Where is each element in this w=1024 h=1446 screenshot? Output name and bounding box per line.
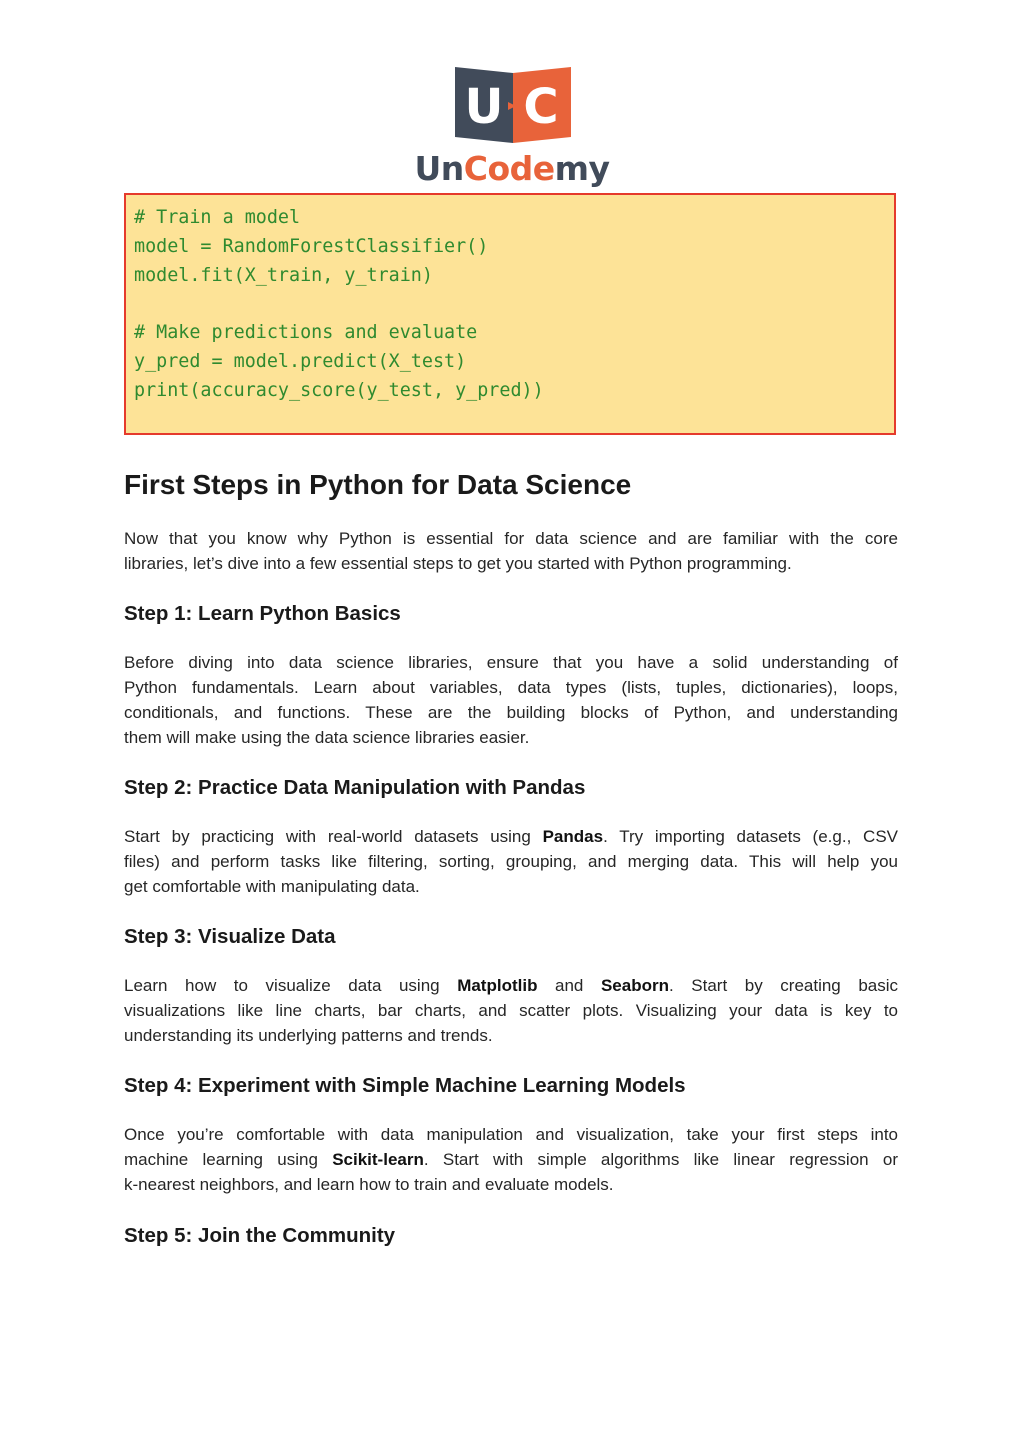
step-3-line: understanding its underlying patterns and trends.: [124, 1026, 493, 1045]
intro-line: Now that you know why Python is essential for data science and are familiar with the core: [124, 529, 898, 548]
code-line: # Train a model: [134, 207, 301, 228]
step-4-line: k-nearest neighbors, and learn how to train and evaluate models.: [124, 1175, 614, 1194]
step-4-line: Once you’re comfortable with data manipulation and visualization, take your first steps into: [124, 1125, 898, 1144]
step-2-heading: Step 2: Practice Data Manipulation with Pandas: [124, 776, 586, 799]
step-4-text: machine learning using: [124, 1150, 333, 1169]
step-1-heading: Step 1: Learn Python Basics: [124, 602, 401, 625]
seaborn-term: Seaborn: [600, 976, 669, 995]
logo-letter-c: C: [523, 79, 559, 135]
code-line: model.fit(X_train, y_train): [134, 265, 433, 286]
code-block: [124, 193, 896, 435]
step-2-line: [124, 824, 898, 849]
step-1-paragraph: [124, 650, 898, 750]
uncodemy-logo-mark: [455, 67, 571, 143]
step-1-line: Python fundamentals. Learn about variables, data types (lists, tuples, dictionaries), loops,: [124, 678, 898, 697]
step-1-line: them will make using the data science libraries easier.: [124, 728, 530, 747]
uncodemy-logo: [0, 60, 1024, 190]
step-3-heading: Step 3: Visualize Data: [124, 925, 336, 948]
code-line: model = RandomForestClassifier(): [134, 236, 489, 257]
step-1-line: Before diving into data science libraries, ensure that you have a solid understanding of: [124, 653, 898, 672]
page-title: First Steps in Python for Data Science: [124, 469, 632, 500]
step-5-heading: Step 5: Join the Community: [124, 1224, 396, 1247]
step-2-line: files) and perform tasks like filtering, sorting, grouping, and merging data. This will help you: [124, 852, 898, 871]
scikit-learn-term: Scikit-learn: [332, 1150, 424, 1169]
step-3-text: and: [537, 976, 601, 995]
uncodemy-wordmark: [0, 149, 1024, 189]
intro-line: libraries, let’s dive into a few essential steps to get you started with Python programming.: [124, 554, 792, 573]
logo-letter-u: U: [464, 79, 504, 135]
step-3-text: Learn how to visualize data using: [124, 976, 458, 995]
step-4-text: . Start with simple algorithms like linear regression or: [423, 1150, 898, 1169]
code-line: # Make predictions and evaluate: [134, 322, 478, 343]
code-line: print(accuracy_score(y_test, y_pred)): [134, 380, 544, 401]
step-2-text: Start by practicing with real-world datasets using: [124, 827, 543, 846]
step-4-paragraph: [124, 1122, 898, 1197]
step-3-line: visualizations like line charts, bar charts, and scatter plots. Visualizing your data is key to: [124, 1001, 898, 1020]
step-4-heading: Step 4: Experiment with Simple Machine Learning Models: [124, 1074, 686, 1097]
step-4-line: [124, 1147, 898, 1172]
wordmark-part-un: Un: [414, 149, 464, 188]
wordmark-part-code: Code: [463, 149, 555, 188]
code-line: y_pred = model.predict(X_test): [134, 351, 467, 372]
matplotlib-term: Matplotlib: [457, 976, 538, 995]
pandas-term: Pandas: [542, 827, 604, 846]
wordmark-part-my: my: [554, 149, 610, 188]
step-2-paragraph: [124, 824, 898, 899]
step-2-text: . Try importing datasets (e.g., CSV: [603, 827, 898, 846]
intro-paragraph: [124, 526, 898, 576]
step-1-line: conditionals, and functions. These are the building blocks of Python, and understanding: [124, 703, 898, 722]
step-3-paragraph: [124, 973, 898, 1048]
step-3-line: [124, 973, 898, 998]
step-2-line: get comfortable with manipulating data.: [124, 877, 420, 896]
step-3-text: . Start by creating basic: [669, 976, 899, 995]
